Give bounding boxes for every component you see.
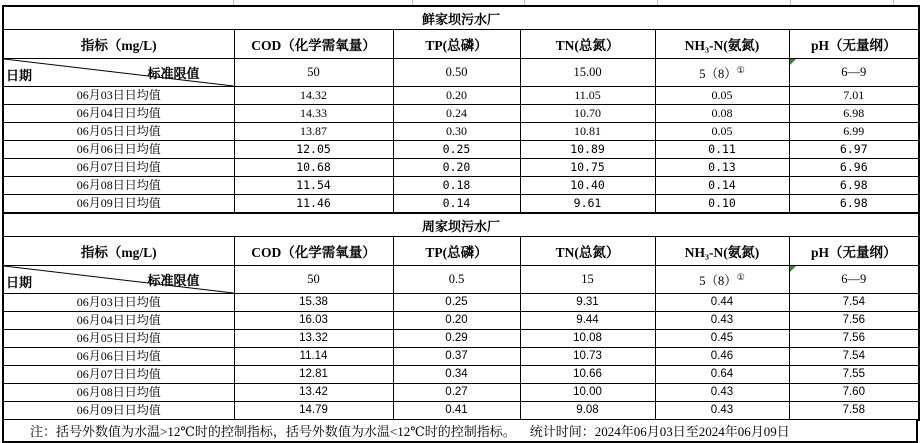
row-date-cell[interactable]: 06月05日日均值 (3, 330, 234, 348)
value-cell-cod[interactable]: 13.42 (234, 384, 393, 402)
value-cell-cod[interactable]: 14.32 (234, 87, 393, 105)
corner-indicator-header[interactable]: 指标（mg/L) (3, 237, 234, 266)
statistics-period: 统计时间：2024年06月03日至2024年06月09日 (529, 424, 790, 439)
value-cell-tn[interactable]: 10.08 (520, 330, 655, 348)
plant-table-xianjiaba (2, 5, 920, 214)
limit-nh3-value: 5（8） (699, 66, 737, 81)
value-cell-tp[interactable]: 0.29 (393, 330, 520, 348)
value-cell-ph[interactable]: 6.99 (789, 123, 919, 141)
row-date-cell[interactable]: 06月06日日均值 (3, 141, 234, 159)
value-cell-tp[interactable]: 0.34 (393, 366, 520, 384)
row-date-cell[interactable]: 06月05日日均值 (3, 123, 234, 141)
plant-title[interactable]: 周家坝污水厂 (3, 213, 919, 237)
value-cell-nh3[interactable]: 0.44 (655, 294, 789, 312)
value-cell-ph[interactable]: 6.97 (789, 141, 919, 159)
cell-error-indicator (790, 266, 796, 272)
row-date-cell[interactable]: 06月07日日均值 (3, 366, 234, 384)
table-row (3, 402, 919, 421)
row-date-cell[interactable]: 06月07日日均值 (3, 159, 234, 177)
row-date-cell[interactable]: 06月08日日均值 (3, 177, 234, 195)
row-date-cell[interactable]: 06月04日日均值 (3, 312, 234, 330)
value-cell-cod[interactable]: 11.46 (234, 195, 393, 214)
col-header-tn[interactable]: TN(总氮） (520, 30, 655, 59)
corner-indicator-header[interactable]: 指标（mg/L) (3, 30, 234, 59)
col-header-tn[interactable]: TN(总氮） (520, 237, 655, 266)
col-header-cod[interactable]: COD（化学需氧量） (234, 237, 393, 266)
value-cell-nh3[interactable]: 0.05 (655, 87, 789, 105)
value-cell-tp[interactable]: 0.37 (393, 348, 520, 366)
value-cell-ph[interactable]: 7.58 (789, 402, 919, 421)
value-cell-tn[interactable]: 10.66 (520, 366, 655, 384)
table-row (3, 159, 919, 177)
plant-title[interactable]: 鲜家坝污水厂 (3, 6, 919, 30)
value-cell-tn[interactable]: 10.73 (520, 348, 655, 366)
plant-table-zhoujiaba (2, 212, 920, 421)
table-row (3, 266, 919, 294)
value-cell-tp[interactable]: 0.20 (393, 312, 520, 330)
value-cell-ph[interactable]: 6.98 (789, 177, 919, 195)
limit-cell-cod[interactable]: 50 (234, 59, 393, 87)
table-row (3, 294, 919, 312)
value-cell-tp[interactable]: 0.25 (393, 294, 520, 312)
col-header-nh3[interactable]: NH₃-N(氨氮) (655, 30, 789, 59)
row-date-cell[interactable]: 06月06日日均值 (3, 348, 234, 366)
value-cell-nh3[interactable]: 0.08 (655, 105, 789, 123)
value-cell-cod[interactable]: 11.54 (234, 177, 393, 195)
value-cell-ph[interactable]: 7.56 (789, 330, 919, 348)
value-cell-tn[interactable]: 9.61 (520, 195, 655, 214)
value-cell-tp[interactable]: 0.25 (393, 141, 520, 159)
table-row (3, 237, 919, 266)
limit-cell-tp[interactable]: 0.50 (393, 59, 520, 87)
value-cell-nh3[interactable]: 0.64 (655, 366, 789, 384)
limit-cell-tp[interactable]: 0.5 (393, 266, 520, 294)
limit-cell-ph[interactable] (789, 59, 919, 87)
value-cell-ph[interactable]: 7.60 (789, 384, 919, 402)
value-cell-tn[interactable]: 10.40 (520, 177, 655, 195)
value-cell-tn[interactable]: 10.89 (520, 141, 655, 159)
value-cell-nh3[interactable]: 0.45 (655, 330, 789, 348)
value-cell-cod[interactable]: 16.03 (234, 312, 393, 330)
value-cell-tn[interactable]: 10.00 (520, 384, 655, 402)
row-date-cell[interactable]: 06月09日日均值 (3, 402, 234, 421)
table-row (3, 59, 919, 87)
value-cell-cod[interactable]: 11.14 (234, 348, 393, 366)
value-cell-tp[interactable]: 0.24 (393, 105, 520, 123)
value-cell-tp[interactable]: 0.20 (393, 159, 520, 177)
value-cell-cod[interactable]: 14.79 (234, 402, 393, 421)
corner-limit-label: 标准限值 (147, 66, 200, 81)
value-cell-tn[interactable]: 9.08 (520, 402, 655, 421)
row-date-cell[interactable]: 06月09日日均值 (3, 195, 234, 214)
value-cell-tn[interactable]: 9.31 (520, 294, 655, 312)
value-cell-tp[interactable]: 0.14 (393, 195, 520, 214)
corner-date-label: 日期 (6, 275, 33, 290)
col-header-tp[interactable]: TP(总磷） (393, 237, 520, 266)
value-cell-cod[interactable]: 13.87 (234, 123, 393, 141)
row-date-cell[interactable]: 06月03日日均值 (3, 294, 234, 312)
cell-error-indicator (790, 59, 796, 65)
col-header-nh3[interactable]: NH₃-N(氨氮) (655, 237, 789, 266)
table-row (3, 348, 919, 366)
value-cell-ph[interactable]: 6.98 (789, 105, 919, 123)
value-cell-tn[interactable]: 11.05 (520, 87, 655, 105)
col-header-ph[interactable]: pH（无量纲） (789, 237, 919, 266)
spreadsheet-area (2, 5, 918, 443)
corner-date-limit-cell[interactable] (3, 266, 234, 294)
table-row (3, 123, 919, 141)
value-cell-ph[interactable]: 7.01 (789, 87, 919, 105)
limit-cell-nh3[interactable] (655, 59, 789, 87)
limit-cell-tn[interactable]: 15 (520, 266, 655, 294)
table-row (3, 177, 919, 195)
value-cell-tn[interactable]: 10.81 (520, 123, 655, 141)
value-cell-tp[interactable]: 0.18 (393, 177, 520, 195)
table-row (3, 330, 919, 348)
value-cell-ph[interactable]: 7.55 (789, 366, 919, 384)
value-cell-nh3[interactable]: 0.43 (655, 402, 789, 421)
limit-cell-tn[interactable]: 15.00 (520, 59, 655, 87)
value-cell-cod[interactable]: 15.38 (234, 294, 393, 312)
corner-date-label: 日期 (6, 68, 33, 83)
table-row (3, 30, 919, 59)
value-cell-nh3[interactable]: 0.14 (655, 177, 789, 195)
value-cell-cod[interactable]: 12.81 (234, 366, 393, 384)
table-row (3, 366, 919, 384)
value-cell-nh3[interactable]: 0.10 (655, 195, 789, 214)
value-cell-tn[interactable]: 10.75 (520, 159, 655, 177)
value-cell-cod[interactable]: 13.32 (234, 330, 393, 348)
table-row (3, 87, 919, 105)
table-row (3, 213, 919, 237)
corner-limit-label: 标准限值 (147, 273, 200, 288)
row-date-cell[interactable]: 06月04日日均值 (3, 105, 234, 123)
value-cell-ph[interactable]: 7.54 (789, 294, 919, 312)
value-cell-nh3[interactable]: 0.13 (655, 159, 789, 177)
value-cell-tp[interactable]: 0.30 (393, 123, 520, 141)
table-row (3, 195, 919, 214)
value-cell-ph[interactable]: 7.56 (789, 312, 919, 330)
value-cell-ph[interactable]: 6.96 (789, 159, 919, 177)
footnote-marker: ① (736, 271, 745, 282)
value-cell-nh3[interactable]: 0.05 (655, 123, 789, 141)
footnote-text: 注：括号外数值为水温>12℃时的控制指标，括号外数值为水温<12℃时的控制指标。 (30, 424, 516, 439)
limit-cell-cod[interactable]: 50 (234, 266, 393, 294)
table-row (3, 6, 919, 30)
limit-nh3-value: 5（8） (699, 273, 737, 288)
value-cell-tp[interactable]: 0.27 (393, 384, 520, 402)
value-cell-tn[interactable]: 10.70 (520, 105, 655, 123)
corner-date-limit-cell[interactable] (3, 59, 234, 87)
row-date-cell[interactable]: 06月03日日均值 (3, 87, 234, 105)
col-header-ph[interactable]: pH（无量纲） (789, 30, 919, 59)
value-cell-cod[interactable]: 14.33 (234, 105, 393, 123)
value-cell-tp[interactable]: 0.41 (393, 402, 520, 421)
value-cell-ph[interactable]: 7.54 (789, 348, 919, 366)
value-cell-nh3[interactable]: 0.46 (655, 348, 789, 366)
value-cell-nh3[interactable]: 0.43 (655, 312, 789, 330)
limit-cell-ph[interactable] (789, 266, 919, 294)
value-cell-ph[interactable]: 6.98 (789, 195, 919, 214)
value-cell-cod[interactable]: 10.68 (234, 159, 393, 177)
value-cell-cod[interactable]: 12.05 (234, 141, 393, 159)
table-row (3, 105, 919, 123)
value-cell-tp[interactable]: 0.20 (393, 87, 520, 105)
footnote-marker: ① (736, 64, 745, 75)
col-header-tp[interactable]: TP(总磷） (393, 30, 520, 59)
col-header-cod[interactable]: COD（化学需氧量） (234, 30, 393, 59)
limit-ph-value: 6—9 (841, 65, 867, 79)
limit-cell-nh3[interactable] (655, 266, 789, 294)
footnote-row[interactable] (2, 419, 918, 443)
value-cell-nh3[interactable]: 0.43 (655, 384, 789, 402)
table-row (3, 141, 919, 159)
table-row (3, 312, 919, 330)
limit-ph-value: 6—9 (841, 272, 867, 286)
value-cell-nh3[interactable]: 0.11 (655, 141, 789, 159)
table-row (3, 384, 919, 402)
value-cell-tn[interactable]: 9.44 (520, 312, 655, 330)
row-date-cell[interactable]: 06月08日日均值 (3, 384, 234, 402)
